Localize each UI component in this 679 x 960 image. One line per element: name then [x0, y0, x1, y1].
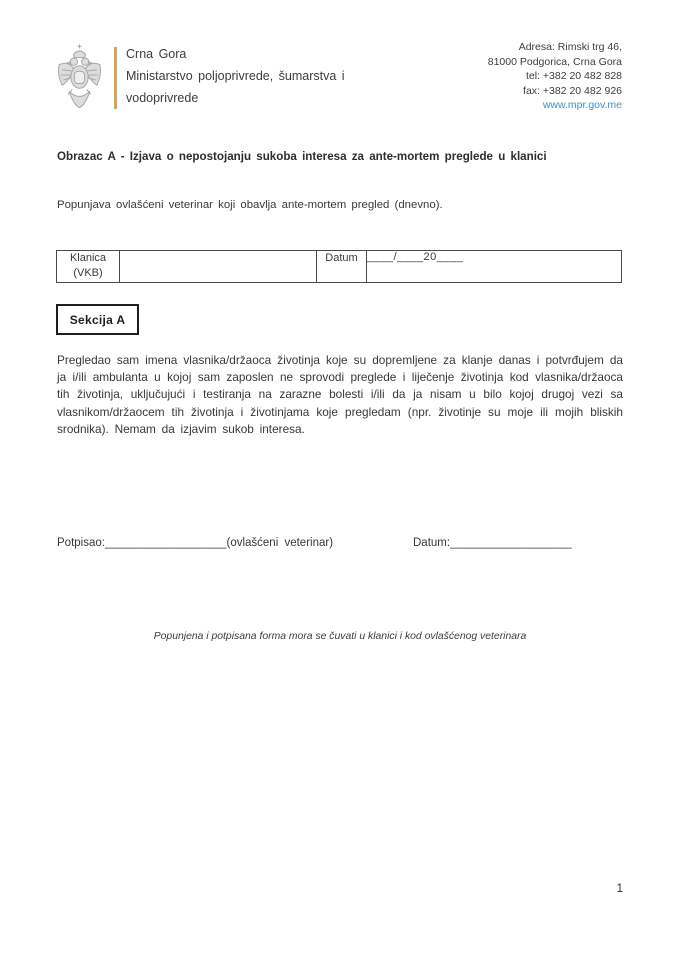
form-intro: Popunjava ovlašćeni veterinar koji obavlja ante-mortem pregled (dnevno). [57, 199, 443, 211]
address-block [382, 40, 622, 113]
retention-footnote: Popunjena i potpisana forma mora se čuvati u klanici i kod ovlašćenog veterinara [153, 631, 527, 642]
klanica-sublabel: (VKB) [73, 267, 103, 279]
datum-value-cell: ____/____20____ [367, 251, 622, 283]
ministry-name: Ministarstvo poljoprivrede, šumarstva i vodoprivrede [126, 69, 345, 105]
klanica-value-cell [120, 251, 317, 283]
signed-by-label: Potpisao: [57, 537, 105, 549]
section-a-label: Sekcija A [69, 312, 126, 327]
page-number: 1 [616, 883, 623, 895]
signature-date [413, 537, 572, 549]
fax-line: fax: +382 20 482 926 [523, 84, 622, 97]
signed-by-suffix: (ovlašćeni veterinar) [226, 537, 334, 549]
klanica-label-cell [57, 251, 120, 283]
signature-date-line: ___________________ [450, 537, 572, 549]
table-row [57, 251, 622, 283]
signed-by-line: ___________________ [104, 537, 227, 549]
klanica-label: Klanica [69, 252, 107, 264]
form-title: Obrazac A - Izjava o nepostojanju sukoba interesa za ante-mortem preglede u klanici [57, 150, 547, 163]
address-line: 81000 Podgorica, Crna Gora [487, 55, 622, 68]
signed-by [57, 537, 333, 549]
montenegro-coat-of-arms-icon [56, 43, 103, 111]
phone-line: tel: +382 20 482 828 [525, 70, 622, 83]
address-line: Adresa: Rimski trg 46, [518, 41, 622, 53]
ministry-block [126, 43, 366, 109]
declaration-text: Pregledao sam imena vlasnika/držaoca životinja koje su dopremljene za klanje danas i potvrđujem da ja i/ili ambulanta u kojoj sam zaposlen ne sprovodi preglede i liječenje životinja kod vlasnika/držaoca tih životinja, uključujući i testiranja na zarazne bolesti i/ili da ja nisam u bilo kojoj drugoj vezi sa vlasnikom/držaocem tih životinja i životinjama koje pregledam (npr. životinje su moje ili mojih bliskih srodnika). Nemam da izjavim sukob interesa. [57, 353, 623, 436]
signature-date-label: Datum: [413, 537, 451, 549]
section-a-box [56, 304, 139, 335]
website-link[interactable]: www.mpr.gov.me [542, 99, 622, 112]
datum-label-cell: Datum [317, 251, 367, 283]
country-name: Crna Gora [126, 47, 187, 61]
header-fields-table [56, 250, 622, 283]
header-accent-rule [114, 47, 117, 109]
